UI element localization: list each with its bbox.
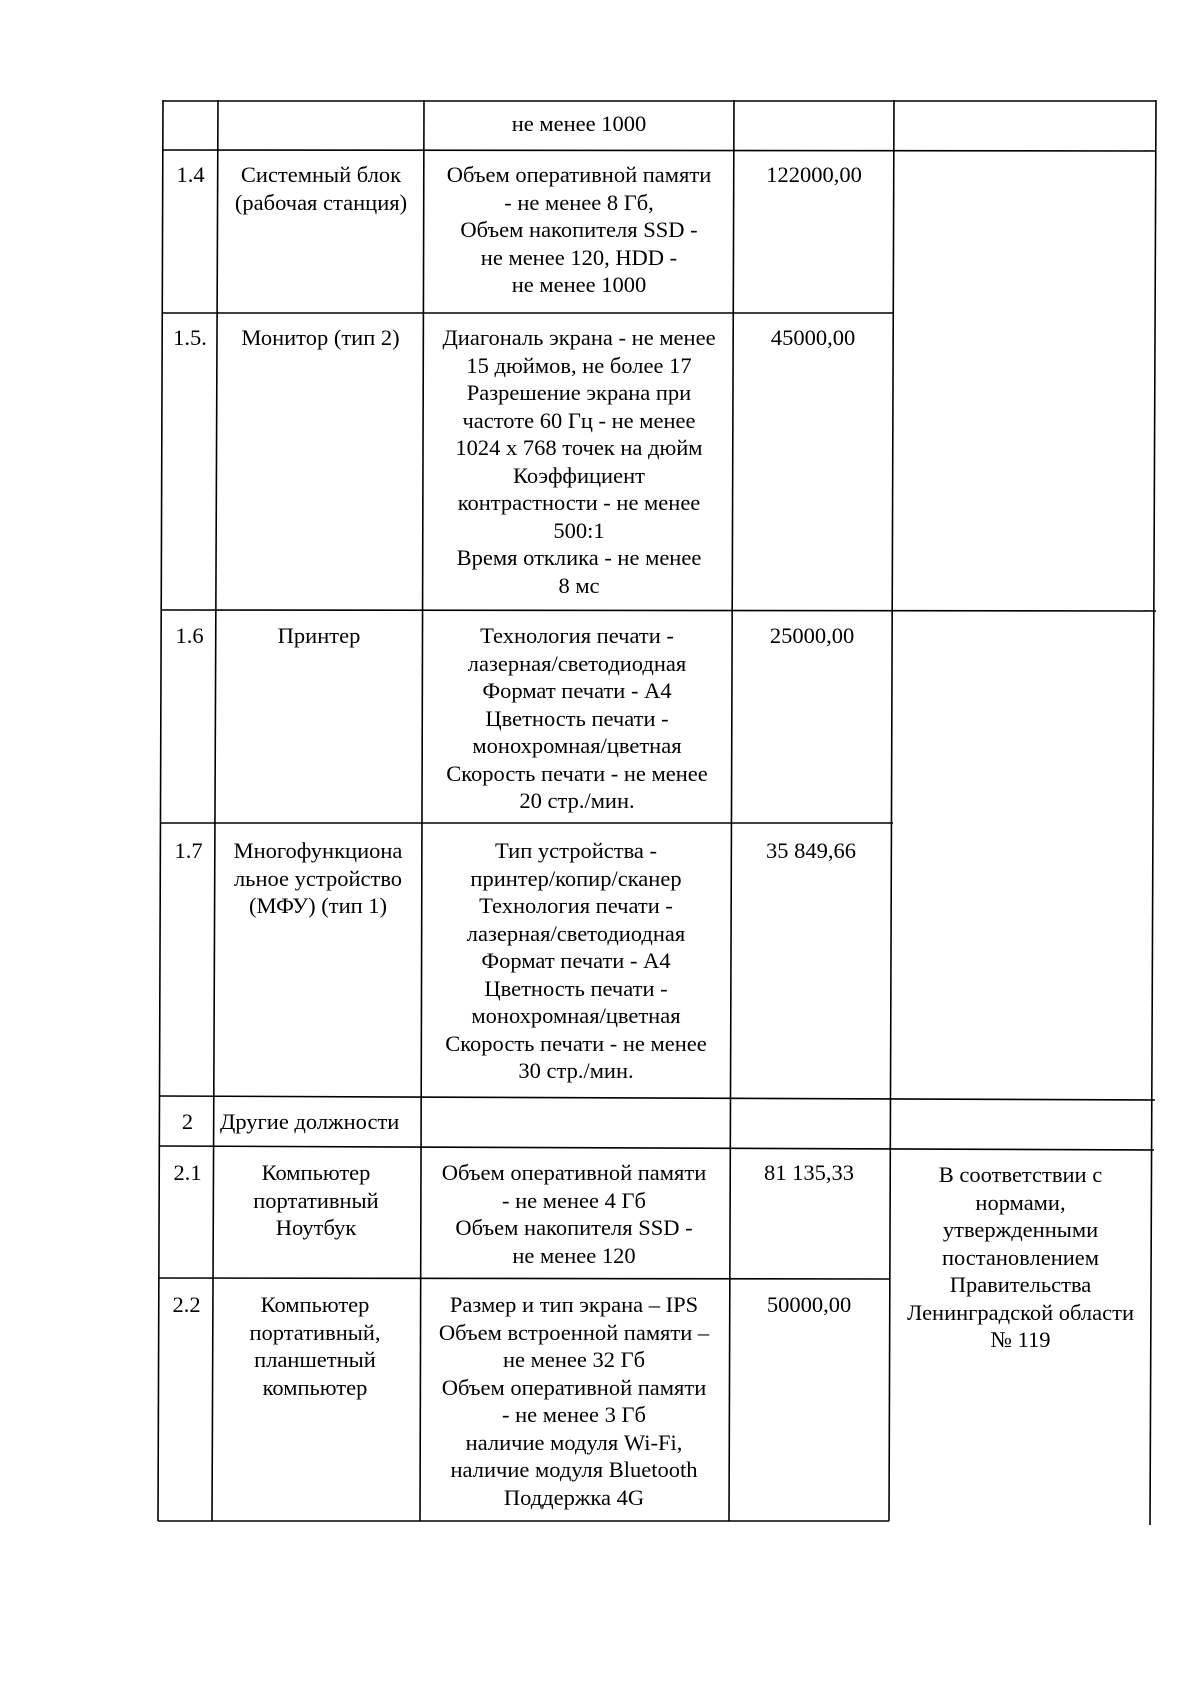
table-cell-spec: Технология печати - лазерная/светодиодная Формат печати - А4 Цветность печати - монохромная/цветная Скорость печати - не менее 20 стр./мин. [446, 623, 708, 813]
table-cell-spec: Объем оперативной памяти - не менее 4 Гб Объем накопителя SSD - не менее 120 [441, 1160, 707, 1268]
table-cell-price: 25000,00 [769, 623, 855, 648]
norms-note: В соответствии с нормами, утвержденными постановлением Правительства Ленинградской области № 119 [906, 1162, 1135, 1352]
section-title: Другие должности [220, 1109, 400, 1134]
table-cell-name: Компьютер портативный Ноутбук [253, 1160, 379, 1240]
table-cell-name: Многофункциона льное устройство (МФУ) (тип 1) [233, 838, 403, 918]
table-cell-number: 2.2 [172, 1292, 201, 1317]
table-cell-price: 81 135,33 [764, 1160, 854, 1185]
table-cell-name: Системный блок (рабочая станция) [234, 162, 408, 215]
table-cell-number: 1.7 [174, 838, 203, 863]
table-cell-name: Принтер [277, 623, 361, 648]
table-cell-spec: Размер и тип экрана – IPS Объем встроенной памяти – не менее 32 Гб Объем оперативной памяти - не менее 3 Гб наличие модуля Wi-Fi, наличие модуля Bluetooth Поддержка 4G [438, 1292, 710, 1510]
table-cell-price: 122000,00 [766, 162, 862, 187]
table-cell-price: 50000,00 [766, 1292, 852, 1317]
table-cell-name: Компьютер портативный, планшетный компьютер [249, 1292, 381, 1400]
table-cell-name: Монитор (тип 2) [241, 325, 400, 350]
table-cell-number: 1.4 [176, 162, 205, 187]
section-number: 2 [181, 1109, 194, 1134]
table-cell-spec: Диагональ экрана - не менее 15 дюймов, не более 17 Разрешение экрана при частоте 60 Гц - не менее 1024 x 768 точек на дюйм Коэффициент контрастности - не менее 500:1 Время отклика - не менее 8 мс [442, 325, 716, 598]
table-cell-number: 1.6 [175, 623, 204, 648]
table-cell-spec: не менее 1000 [511, 111, 647, 136]
table-cell-spec: Тип устройства - принтер/копир/сканер Технология печати - лазерная/светодиодная Формат печати - А4 Цветность печати - монохромная/цветная Скорость печати - не менее 30 стр./мин. [445, 838, 707, 1083]
table-cell-number: 1.5. [173, 325, 207, 350]
table-cell-price: 35 849,66 [766, 838, 856, 863]
table-cell-number: 2.1 [173, 1160, 202, 1185]
table-cell-price: 45000,00 [770, 325, 856, 350]
table-cell-spec: Объем оперативной памяти - не менее 8 Гб, Объем накопителя SSD - не менее 120, HDD - не менее 1000 [446, 162, 712, 297]
